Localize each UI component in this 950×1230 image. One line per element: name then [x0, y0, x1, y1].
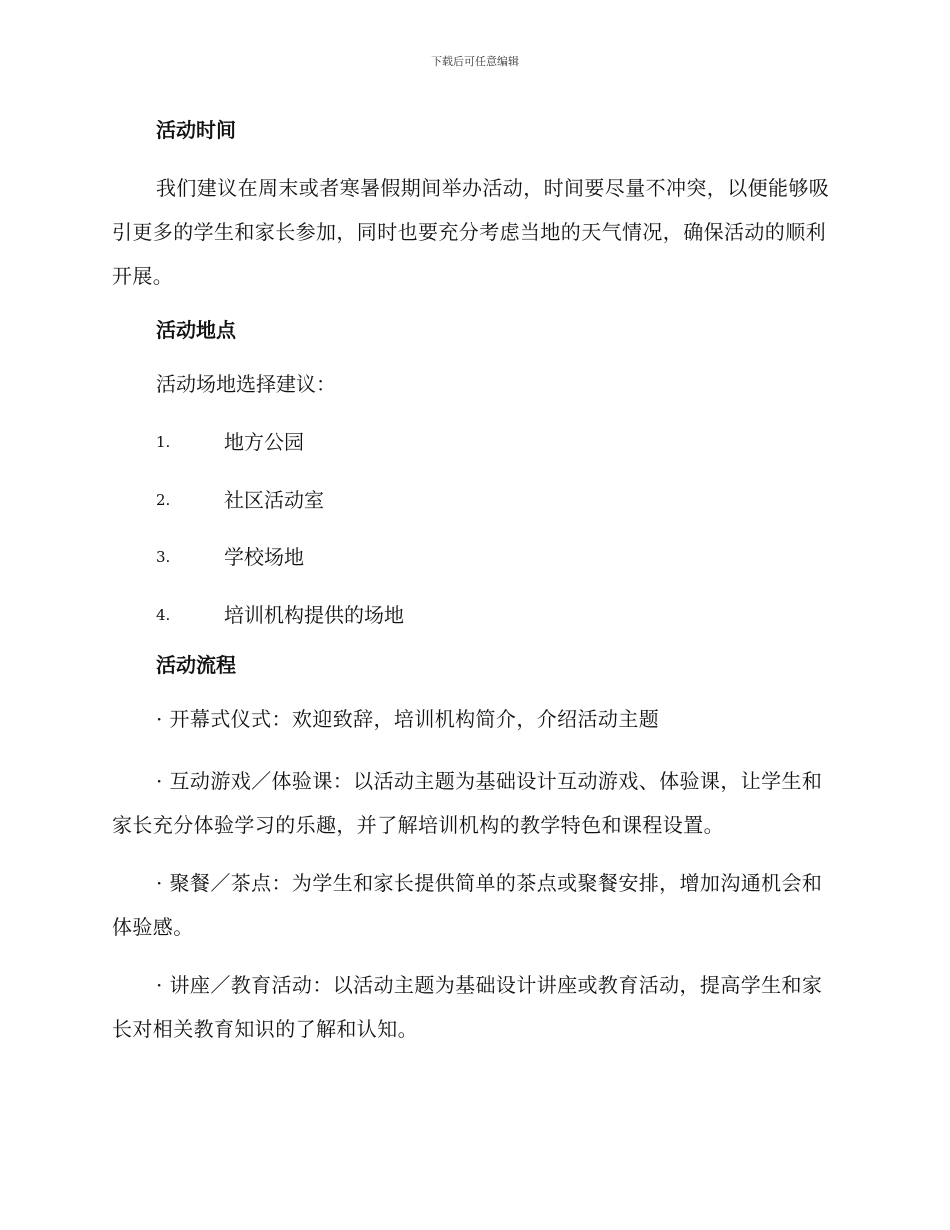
section-heading-time: 活动时间 — [156, 118, 236, 142]
process-bullet-lecture: · 讲座／教育活动：以活动主题为基础设计讲座或教育活动，提高学生和家长对相关教育知识的了解和认知。 — [112, 972, 823, 1041]
document-body — [112, 112, 830, 1065]
list-item — [112, 539, 830, 575]
list-item — [112, 424, 830, 460]
section-heading-venue: 活动地点 — [156, 318, 236, 342]
process-bullet-meal: · 聚餐／茶点：为学生和家长提供简单的茶点或聚餐安排，增加沟通机会和体验感。 — [112, 870, 823, 939]
list-item-number: 4. — [156, 605, 171, 624]
list-item — [112, 482, 830, 518]
section-heading-process: 活动流程 — [156, 652, 236, 677]
process-bullet-opening: · 开幕式仪式：欢迎致辞，培训机构简介，介绍活动主题 — [156, 706, 660, 731]
page-header-note: 下载后可任意编辑 — [431, 55, 519, 68]
list-item-number: 2. — [156, 490, 171, 509]
list-item-text: 培训机构提供的场地 — [224, 602, 404, 627]
venue-intro: 活动场地选择建议： — [156, 372, 336, 396]
venue-list — [112, 424, 830, 633]
process-bullet-games: · 互动游戏／体验课：以活动主题为基础设计互动游戏、体验课，让学生和家长充分体验学习的乐趣，并了解培训机构的教学特色和课程设置。 — [112, 768, 823, 837]
list-item-number: 3. — [156, 548, 171, 566]
list-item — [112, 597, 830, 633]
list-item-text: 地方公园 — [224, 430, 304, 454]
list-item-text: 社区活动室 — [224, 487, 324, 512]
list-item-number: 1. — [156, 433, 171, 451]
time-paragraph: 我们建议在周末或者寒暑假期间举办活动，时间要尽量不冲突，以便能够吸引更多的学生和家长参加，同时也要充分考虑当地的天气情况，确保活动的顺利开展。 — [112, 176, 830, 288]
list-item-text: 学校场地 — [224, 545, 304, 569]
